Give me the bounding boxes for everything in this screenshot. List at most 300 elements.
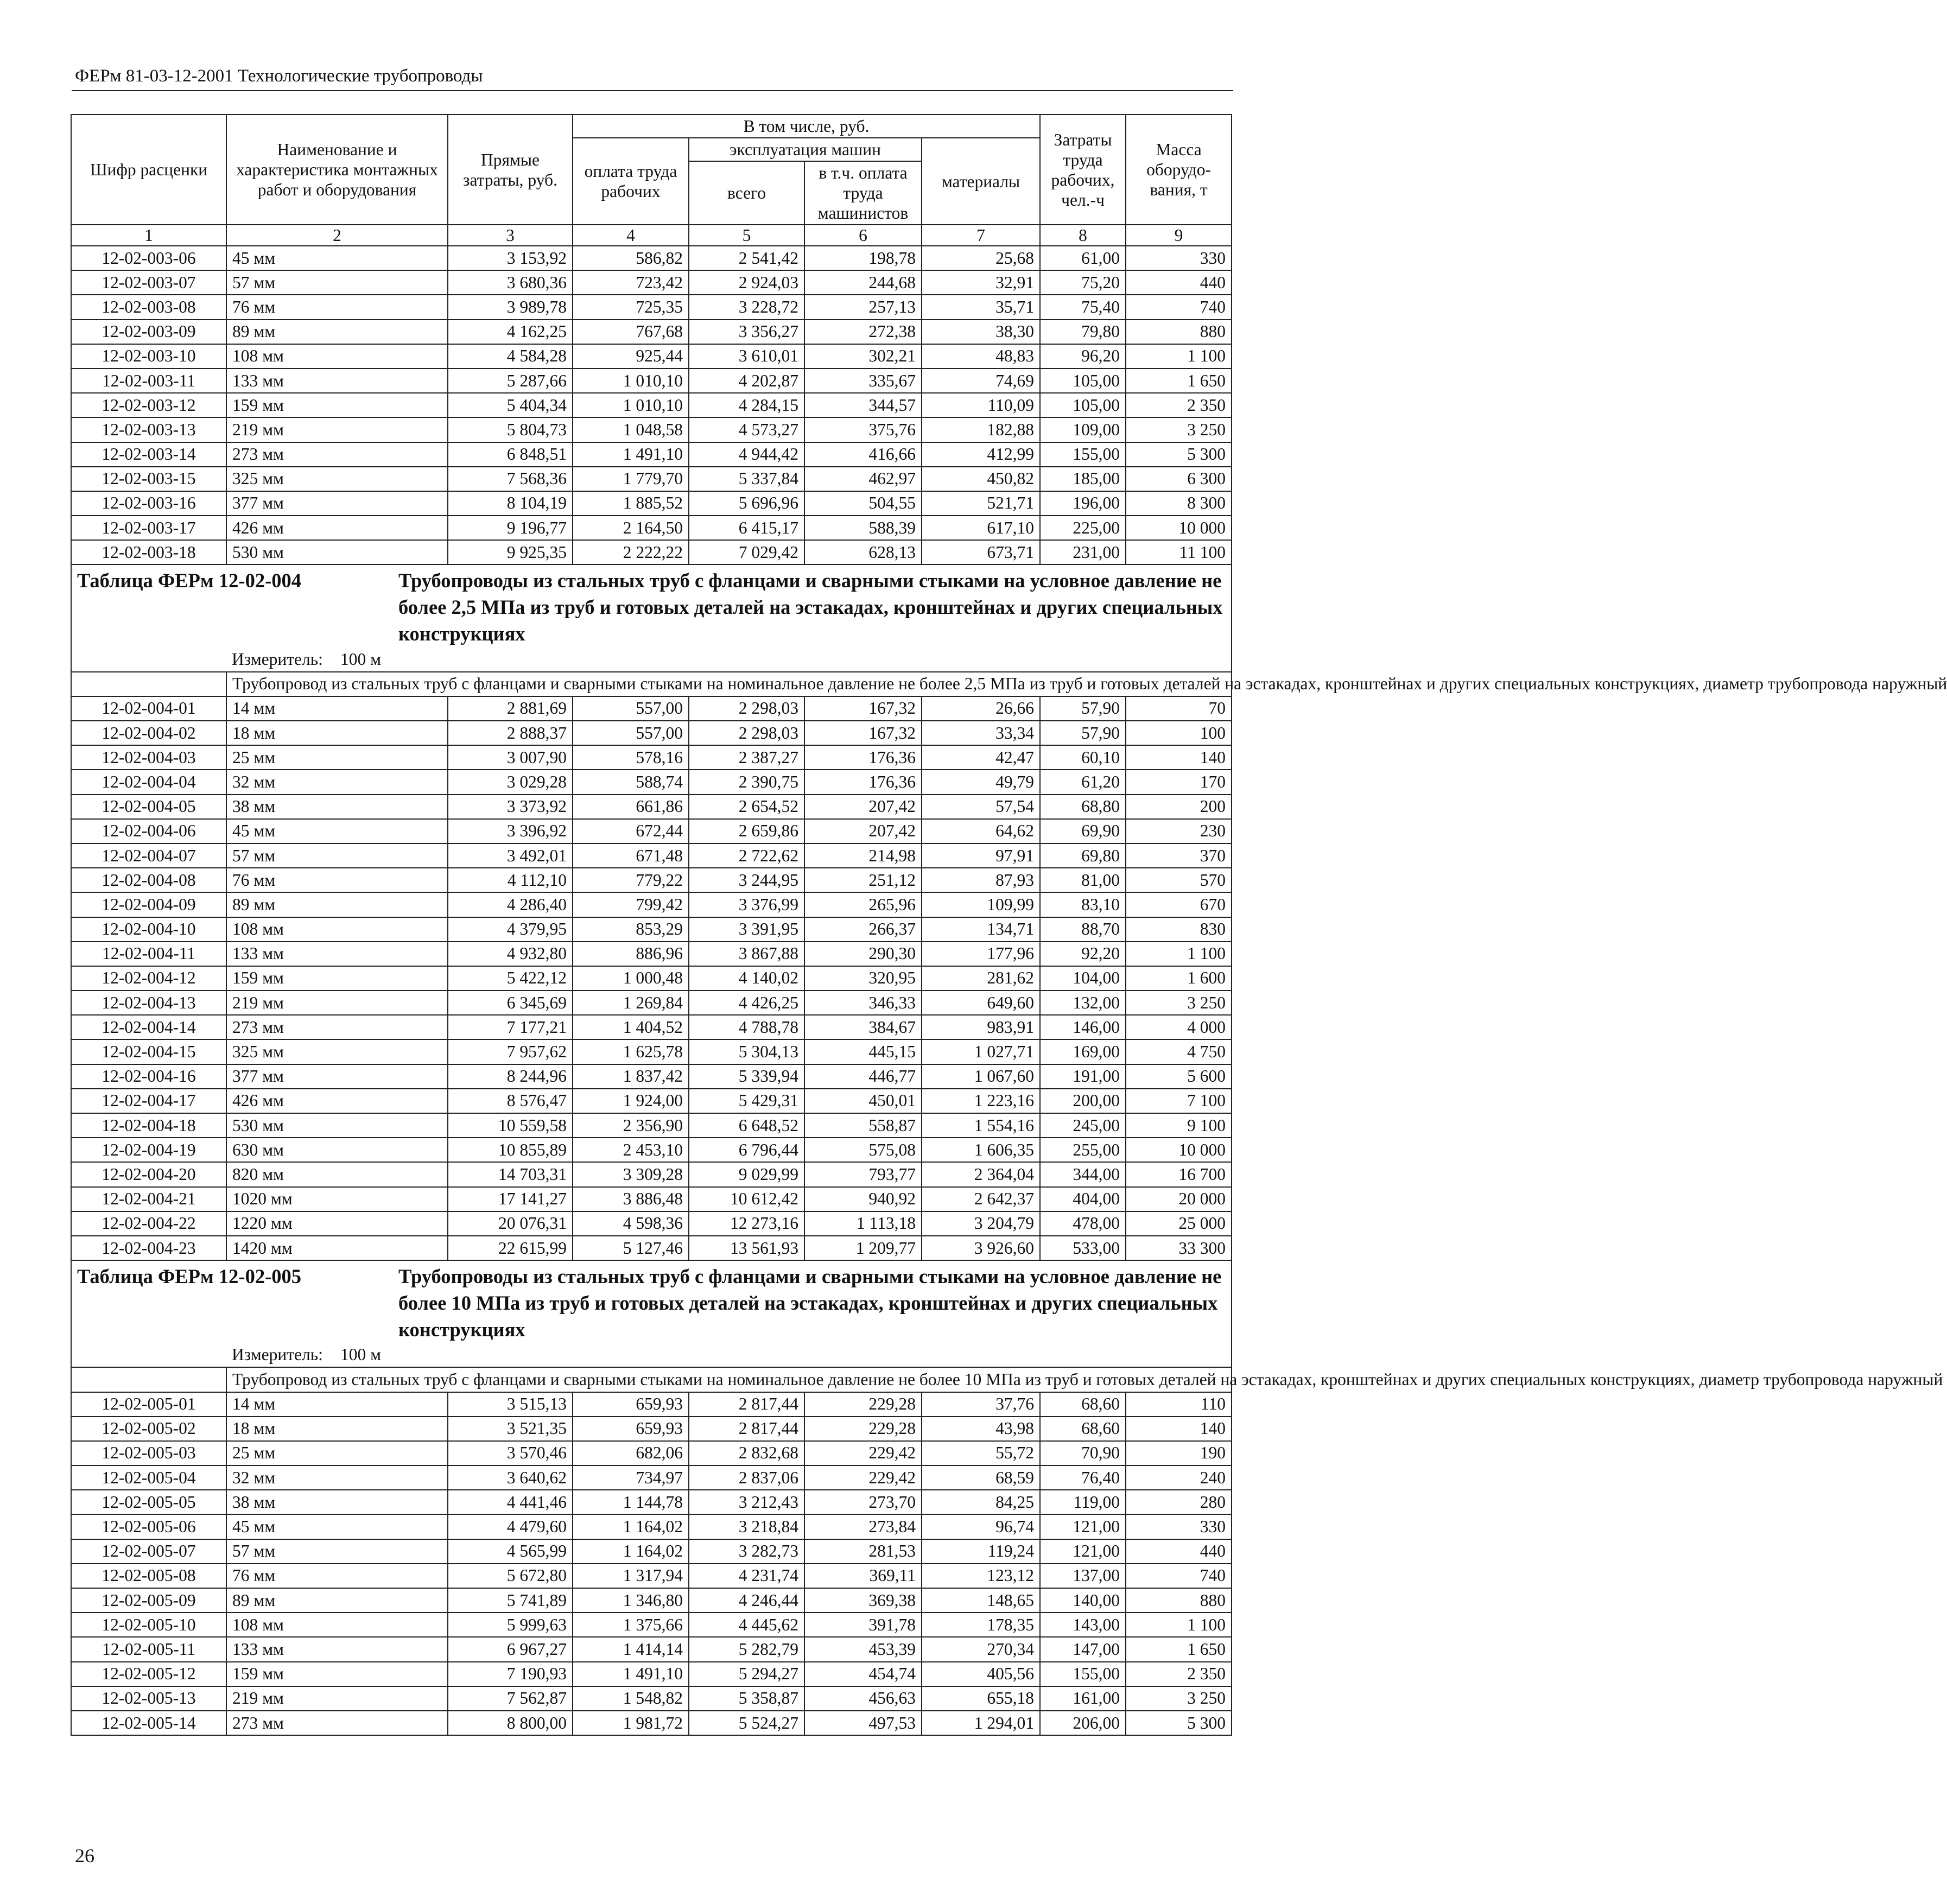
cell-labor-hours: 68,60 (1040, 1392, 1126, 1417)
cell-materials-cost: 983,91 (922, 1015, 1040, 1039)
cell-operators-cost: 504,55 (804, 491, 922, 516)
cell-direct-cost: 3 029,28 (448, 770, 573, 794)
cell-direct-cost: 4 441,46 (448, 1490, 573, 1514)
cell-machines-total: 2 298,03 (689, 696, 804, 721)
cell-name: 18 мм (226, 1417, 448, 1441)
col-number: 5 (689, 225, 804, 246)
cell-labor-cost: 1 625,78 (573, 1039, 689, 1064)
cell-mass: 7 100 (1126, 1089, 1232, 1113)
cell-code: 12-02-005-09 (71, 1588, 226, 1613)
cell-labor-hours: 70,90 (1040, 1441, 1126, 1465)
cell-machines-total: 4 445,62 (689, 1613, 804, 1637)
cell-machines-total: 5 339,94 (689, 1064, 804, 1089)
cell-machines-total: 5 337,84 (689, 467, 804, 491)
cell-mass: 3 250 (1126, 417, 1232, 442)
cell-direct-cost: 5 422,12 (448, 966, 573, 991)
section-005-heading (71, 1260, 1943, 1392)
col-number: 2 (226, 225, 448, 246)
table-row (71, 843, 1232, 868)
running-header: ФЕРм 81-03-12-2001 Технологические трубопроводы (75, 66, 483, 86)
cell-labor-hours: 161,00 (1040, 1686, 1126, 1711)
cell-operators-cost: 167,32 (804, 721, 922, 745)
cell-direct-cost: 3 680,36 (448, 270, 573, 295)
cell-mass: 25 000 (1126, 1211, 1232, 1236)
cell-direct-cost: 7 190,93 (448, 1662, 573, 1686)
table-row (71, 1686, 1232, 1711)
cell-name: 45 мм (226, 246, 448, 270)
cell-direct-cost: 6 848,51 (448, 442, 573, 467)
cell-machines-total: 5 282,79 (689, 1637, 804, 1661)
table-row (71, 1089, 1232, 1113)
cell-direct-cost: 6 345,69 (448, 991, 573, 1015)
cell-mass: 100 (1126, 721, 1232, 745)
table-row (71, 1564, 1232, 1588)
cell-operators-cost: 176,36 (804, 770, 922, 794)
cell-labor-hours: 147,00 (1040, 1637, 1126, 1661)
cell-name: 325 мм (226, 467, 448, 491)
header-rule (72, 90, 1233, 91)
cell-mass: 880 (1126, 320, 1232, 344)
cell-labor-cost: 1 837,42 (573, 1064, 689, 1089)
cell-code: 12-02-005-11 (71, 1637, 226, 1661)
section-description: Трубопровод из стальных труб с фланцами и сварными стыками на номинальное давление не более 10 МПа из труб и готовых деталей на эстакадах, кронштейнах и других специальных конструкциях, диаметр трубопровода наружный (226, 1367, 1232, 1392)
cell-machines-total: 4 202,87 (689, 369, 804, 393)
cell-code: 12-02-004-04 (71, 770, 226, 794)
table-row (71, 1711, 1232, 1735)
cell-labor-hours: 81,00 (1040, 868, 1126, 892)
cell-code: 12-02-005-10 (71, 1613, 226, 1637)
cell-name: 133 мм (226, 1637, 448, 1661)
cell-direct-cost: 2 888,37 (448, 721, 573, 745)
cell-mass: 170 (1126, 770, 1232, 794)
cell-direct-cost: 10 559,58 (448, 1113, 573, 1138)
cell-name: 76 мм (226, 868, 448, 892)
cell-materials-cost: 84,25 (922, 1490, 1040, 1514)
cell-materials-cost: 1 027,71 (922, 1039, 1040, 1064)
cell-mass: 330 (1126, 246, 1232, 270)
section-description: Трубопровод из стальных труб с фланцами и сварными стыками на номинальное давление не более 2,5 МПа из труб и готовых деталей на эстакадах, кронштейнах и других специальных конструкциях, диаметр трубопровода наружный (226, 672, 1232, 696)
cell-operators-cost: 272,38 (804, 320, 922, 344)
cell-labor-hours: 225,00 (1040, 516, 1126, 540)
cell-machines-total: 12 273,16 (689, 1211, 804, 1236)
table-row (71, 1539, 1232, 1564)
cell-code: 12-02-005-04 (71, 1465, 226, 1490)
cell-machines-total: 2 817,44 (689, 1417, 804, 1441)
cell-materials-cost: 673,71 (922, 540, 1040, 564)
cell-direct-cost: 4 479,60 (448, 1514, 573, 1539)
col-code-header: Шифр расценки (71, 115, 226, 225)
cell-code: 12-02-004-15 (71, 1039, 226, 1064)
cell-code: 12-02-005-03 (71, 1441, 226, 1465)
cell-code: 12-02-003-13 (71, 417, 226, 442)
cell-code: 12-02-004-21 (71, 1187, 226, 1211)
table-row (71, 246, 1232, 270)
cell-direct-cost: 3 515,13 (448, 1392, 573, 1417)
cell-machines-total: 3 228,72 (689, 295, 804, 319)
cell-name: 273 мм (226, 1711, 448, 1735)
table-row (71, 819, 1232, 843)
cell-machines-total: 2 924,03 (689, 270, 804, 295)
cell-direct-cost: 3 521,35 (448, 1417, 573, 1441)
cell-name: 57 мм (226, 1539, 448, 1564)
cell-labor-hours: 196,00 (1040, 491, 1126, 516)
table-title: Трубопроводы из стальных труб с фланцами и сварными стыками на условное давление не более 10 МПа из труб и готовых деталей на эстакадах, кронштейнах и других специальных конструкциях (398, 1265, 1222, 1341)
cell-labor-cost: 659,93 (573, 1392, 689, 1417)
cell-mass: 16 700 (1126, 1162, 1232, 1186)
cell-name: 1020 мм (226, 1187, 448, 1211)
cell-code: 12-02-004-17 (71, 1089, 226, 1113)
cell-mass: 8 300 (1126, 491, 1232, 516)
cell-direct-cost: 4 932,80 (448, 942, 573, 966)
cell-mass: 33 300 (1126, 1236, 1232, 1260)
cell-mass: 70 (1126, 696, 1232, 721)
cell-mass: 880 (1126, 1588, 1232, 1613)
table-row (71, 344, 1232, 369)
cell-labor-cost: 779,22 (573, 868, 689, 892)
cell-machines-total: 3 610,01 (689, 344, 804, 369)
col-materials-header: материалы (922, 138, 1040, 225)
cell-mass: 240 (1126, 1465, 1232, 1490)
cell-name: 89 мм (226, 892, 448, 917)
cell-operators-cost: 446,77 (804, 1064, 922, 1089)
cell-mass: 5 300 (1126, 442, 1232, 467)
cell-code: 12-02-003-12 (71, 393, 226, 417)
cell-labor-hours: 231,00 (1040, 540, 1126, 564)
cell-materials-cost: 32,91 (922, 270, 1040, 295)
cell-labor-cost: 2 222,22 (573, 540, 689, 564)
cell-operators-cost: 176,36 (804, 745, 922, 770)
cell-labor-cost: 1 981,72 (573, 1711, 689, 1735)
cell-code: 12-02-003-06 (71, 246, 226, 270)
cell-name: 32 мм (226, 1465, 448, 1490)
table-row (71, 1015, 1232, 1039)
cell-operators-cost: 384,67 (804, 1015, 922, 1039)
cell-labor-hours: 88,70 (1040, 917, 1126, 942)
cell-materials-cost: 655,18 (922, 1686, 1040, 1711)
cell-machines-total: 4 944,42 (689, 442, 804, 467)
cell-materials-cost: 49,79 (922, 770, 1040, 794)
cell-direct-cost: 8 244,96 (448, 1064, 573, 1089)
table-row (71, 1392, 1232, 1417)
cell-direct-cost: 20 076,31 (448, 1211, 573, 1236)
cell-mass: 740 (1126, 295, 1232, 319)
cell-mass: 1 650 (1126, 1637, 1232, 1661)
table-row (71, 540, 1232, 564)
cell-materials-cost: 57,54 (922, 795, 1040, 819)
cell-machines-total: 6 648,52 (689, 1113, 804, 1138)
cell-operators-cost: 450,01 (804, 1089, 922, 1113)
col-name-header: Наименование и характеристика монтажных работ и оборудования (226, 115, 448, 225)
table-title: Трубопроводы из стальных труб с фланцами и сварными стыками на условное давление не более 2,5 МПа из труб и готовых деталей на эстакадах, кронштейнах и других специальных конструкциях (398, 569, 1223, 645)
cell-labor-cost: 886,96 (573, 942, 689, 966)
table-row (71, 1113, 1232, 1138)
cell-direct-cost: 8 576,47 (448, 1089, 573, 1113)
cell-mass: 2 350 (1126, 393, 1232, 417)
empty-cell (71, 672, 226, 696)
col-labor-hours-header: Затраты труда рабочих, чел.-ч (1040, 115, 1126, 225)
cell-code: 12-02-003-18 (71, 540, 226, 564)
cell-machines-total: 2 298,03 (689, 721, 804, 745)
table-row (71, 270, 1232, 295)
cell-code: 12-02-003-17 (71, 516, 226, 540)
cell-mass: 1 650 (1126, 369, 1232, 393)
cell-mass: 830 (1126, 917, 1232, 942)
cell-code: 12-02-003-09 (71, 320, 226, 344)
cell-code: 12-02-003-11 (71, 369, 226, 393)
cell-machines-total: 2 654,52 (689, 795, 804, 819)
cell-name: 32 мм (226, 770, 448, 794)
cell-machines-total: 4 140,02 (689, 966, 804, 991)
cell-operators-cost: 214,98 (804, 843, 922, 868)
table-row (71, 1662, 1232, 1686)
cell-materials-cost: 74,69 (922, 369, 1040, 393)
col-direct-header: Прямые затраты, руб. (448, 115, 573, 225)
cell-code: 12-02-004-01 (71, 696, 226, 721)
table-row (71, 1490, 1232, 1514)
cell-labor-cost: 725,35 (573, 295, 689, 319)
cell-mass: 10 000 (1126, 1138, 1232, 1162)
cell-name: 25 мм (226, 1441, 448, 1465)
cell-labor-cost: 1 548,82 (573, 1686, 689, 1711)
cell-labor-cost: 1 144,78 (573, 1490, 689, 1514)
cell-materials-cost: 3 204,79 (922, 1211, 1040, 1236)
cell-name: 108 мм (226, 1613, 448, 1637)
cell-labor-cost: 1 164,02 (573, 1514, 689, 1539)
section-003-rows (71, 246, 1232, 564)
cell-labor-cost: 578,16 (573, 745, 689, 770)
table-row (71, 320, 1232, 344)
col-number: 3 (448, 225, 573, 246)
cell-labor-hours: 57,90 (1040, 721, 1126, 745)
table-row (71, 516, 1232, 540)
cell-labor-cost: 659,93 (573, 1417, 689, 1441)
cell-materials-cost: 109,99 (922, 892, 1040, 917)
cell-direct-cost: 17 141,27 (448, 1187, 573, 1211)
cell-operators-cost: 369,38 (804, 1588, 922, 1613)
cell-mass: 570 (1126, 868, 1232, 892)
cell-materials-cost: 38,30 (922, 320, 1040, 344)
cell-mass: 140 (1126, 745, 1232, 770)
cell-operators-cost: 265,96 (804, 892, 922, 917)
cell-materials-cost: 281,62 (922, 966, 1040, 991)
cell-mass: 3 250 (1126, 991, 1232, 1015)
cell-labor-cost: 671,48 (573, 843, 689, 868)
cell-name: 530 мм (226, 540, 448, 564)
cell-labor-hours: 255,00 (1040, 1138, 1126, 1162)
measure-value: 100 м (340, 649, 382, 669)
cell-operators-cost: 244,68 (804, 270, 922, 295)
col-labor-header: оплата труда рабочих (573, 138, 689, 225)
cell-name: 76 мм (226, 295, 448, 319)
cell-direct-cost: 9 196,77 (448, 516, 573, 540)
cell-materials-cost: 37,76 (922, 1392, 1040, 1417)
cell-direct-cost: 10 855,89 (448, 1138, 573, 1162)
cell-direct-cost: 3 007,90 (448, 745, 573, 770)
cell-name: 1220 мм (226, 1211, 448, 1236)
cell-direct-cost: 4 286,40 (448, 892, 573, 917)
cell-operators-cost: 229,42 (804, 1465, 922, 1490)
cell-name: 159 мм (226, 966, 448, 991)
section-004-heading (71, 564, 1947, 696)
cell-code: 12-02-004-06 (71, 819, 226, 843)
cell-labor-cost: 925,44 (573, 344, 689, 369)
cell-materials-cost: 450,82 (922, 467, 1040, 491)
cell-operators-cost: 375,76 (804, 417, 922, 442)
cell-operators-cost: 266,37 (804, 917, 922, 942)
col-number: 7 (922, 225, 1040, 246)
cell-name: 530 мм (226, 1113, 448, 1138)
cell-materials-cost: 134,71 (922, 917, 1040, 942)
table-row (71, 1514, 1232, 1539)
cell-code: 12-02-005-13 (71, 1686, 226, 1711)
col-number: 9 (1126, 225, 1232, 246)
cell-mass: 190 (1126, 1441, 1232, 1465)
table-header (71, 115, 1232, 246)
cell-materials-cost: 48,83 (922, 344, 1040, 369)
cell-direct-cost: 3 153,92 (448, 246, 573, 270)
section-005-rows (71, 1392, 1232, 1736)
cell-direct-cost: 7 568,36 (448, 467, 573, 491)
cell-code: 12-02-003-10 (71, 344, 226, 369)
cell-machines-total: 5 524,27 (689, 1711, 804, 1735)
cell-name: 14 мм (226, 1392, 448, 1417)
cell-machines-total: 6 796,44 (689, 1138, 804, 1162)
cell-labor-cost: 1 000,48 (573, 966, 689, 991)
cell-operators-cost: 281,53 (804, 1539, 922, 1564)
table-row (71, 770, 1232, 794)
table-row (71, 696, 1232, 721)
cell-operators-cost: 588,39 (804, 516, 922, 540)
cell-name: 377 мм (226, 1064, 448, 1089)
cell-name: 1420 мм (226, 1236, 448, 1260)
cell-name: 273 мм (226, 1015, 448, 1039)
cell-operators-cost: 273,84 (804, 1514, 922, 1539)
cell-name: 133 мм (226, 369, 448, 393)
cell-labor-hours: 140,00 (1040, 1588, 1126, 1613)
cell-labor-hours: 96,20 (1040, 344, 1126, 369)
cell-direct-cost: 5 287,66 (448, 369, 573, 393)
cell-name: 133 мм (226, 942, 448, 966)
cell-labor-hours: 119,00 (1040, 1490, 1126, 1514)
col-number: 6 (804, 225, 922, 246)
table-row (71, 1162, 1232, 1186)
cell-materials-cost: 3 926,60 (922, 1236, 1040, 1260)
cell-labor-cost: 723,42 (573, 270, 689, 295)
cell-machines-total: 4 573,27 (689, 417, 804, 442)
cell-direct-cost: 4 584,28 (448, 344, 573, 369)
cell-code: 12-02-005-05 (71, 1490, 226, 1514)
cell-labor-hours: 83,10 (1040, 892, 1126, 917)
cell-labor-cost: 3 309,28 (573, 1162, 689, 1186)
cell-labor-cost: 1 375,66 (573, 1613, 689, 1637)
cell-operators-cost: 445,15 (804, 1039, 922, 1064)
cell-operators-cost: 257,13 (804, 295, 922, 319)
cell-materials-cost: 35,71 (922, 295, 1040, 319)
cell-name: 108 мм (226, 917, 448, 942)
cell-materials-cost: 33,34 (922, 721, 1040, 745)
cell-name: 45 мм (226, 1514, 448, 1539)
cell-materials-cost: 412,99 (922, 442, 1040, 467)
cell-mass: 1 100 (1126, 344, 1232, 369)
table-row (71, 1441, 1232, 1465)
cell-materials-cost: 1 606,35 (922, 1138, 1040, 1162)
cell-materials-cost: 1 223,16 (922, 1089, 1040, 1113)
cell-labor-hours: 121,00 (1040, 1539, 1126, 1564)
table-row (71, 868, 1232, 892)
col-number: 4 (573, 225, 689, 246)
cell-labor-hours: 75,40 (1040, 295, 1126, 319)
cell-mass: 5 300 (1126, 1711, 1232, 1735)
page-number: 26 (75, 1845, 94, 1867)
cell-name: 38 мм (226, 1490, 448, 1514)
cell-materials-cost: 521,71 (922, 491, 1040, 516)
cell-operators-cost: 391,78 (804, 1613, 922, 1637)
cell-materials-cost: 405,56 (922, 1662, 1040, 1686)
cell-operators-cost: 207,42 (804, 795, 922, 819)
cell-labor-hours: 69,80 (1040, 843, 1126, 868)
cell-labor-hours: 143,00 (1040, 1613, 1126, 1637)
cell-code: 12-02-004-02 (71, 721, 226, 745)
cell-machines-total: 6 415,17 (689, 516, 804, 540)
cell-machines-total: 3 244,95 (689, 868, 804, 892)
cell-name: 325 мм (226, 1039, 448, 1064)
cell-operators-cost: 628,13 (804, 540, 922, 564)
cell-labor-hours: 92,20 (1040, 942, 1126, 966)
table-row (71, 721, 1232, 745)
cell-mass: 6 300 (1126, 467, 1232, 491)
cell-direct-cost: 7 562,87 (448, 1686, 573, 1711)
cell-labor-hours: 169,00 (1040, 1039, 1126, 1064)
cell-code: 12-02-004-20 (71, 1162, 226, 1186)
cell-materials-cost: 55,72 (922, 1441, 1040, 1465)
cell-name: 76 мм (226, 1564, 448, 1588)
cell-code: 12-02-004-23 (71, 1236, 226, 1260)
cell-machines-total: 5 429,31 (689, 1089, 804, 1113)
cell-direct-cost: 7 957,62 (448, 1039, 573, 1064)
cell-machines-total: 3 218,84 (689, 1514, 804, 1539)
cell-name: 426 мм (226, 516, 448, 540)
cell-code: 12-02-003-08 (71, 295, 226, 319)
cell-labor-cost: 767,68 (573, 320, 689, 344)
cell-machines-total: 3 391,95 (689, 917, 804, 942)
cell-machines-total: 2 817,44 (689, 1392, 804, 1417)
cell-materials-cost: 64,62 (922, 819, 1040, 843)
cell-operators-cost: 335,67 (804, 369, 922, 393)
table-row (71, 1138, 1232, 1162)
cell-machines-total: 3 356,27 (689, 320, 804, 344)
cell-labor-hours: 206,00 (1040, 1711, 1126, 1735)
section-004-rows (71, 696, 1232, 1260)
cell-labor-cost: 1 491,10 (573, 1662, 689, 1686)
cell-direct-cost: 3 570,46 (448, 1441, 573, 1465)
cell-code: 12-02-004-08 (71, 868, 226, 892)
cell-code: 12-02-004-19 (71, 1138, 226, 1162)
cell-name: 219 мм (226, 1686, 448, 1711)
cell-direct-cost: 5 999,63 (448, 1613, 573, 1637)
cell-operators-cost: 456,63 (804, 1686, 922, 1711)
table-row (71, 1236, 1232, 1260)
table-row (71, 467, 1232, 491)
cell-mass: 440 (1126, 1539, 1232, 1564)
table-row (71, 892, 1232, 917)
table-row (71, 1064, 1232, 1089)
cell-labor-hours: 79,80 (1040, 320, 1126, 344)
cell-labor-hours: 155,00 (1040, 442, 1126, 467)
cell-mass: 740 (1126, 1564, 1232, 1588)
cell-name: 38 мм (226, 795, 448, 819)
cell-direct-cost: 7 177,21 (448, 1015, 573, 1039)
cell-labor-cost: 1 164,02 (573, 1539, 689, 1564)
